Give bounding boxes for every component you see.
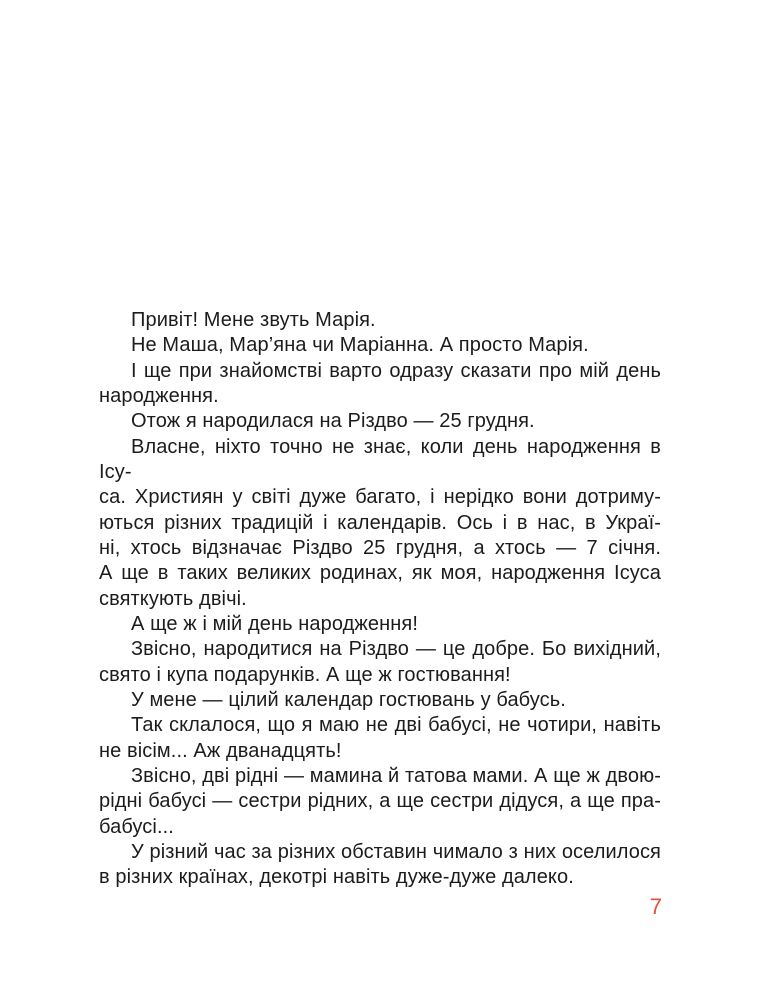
- text-line: не вісім... Аж дванадцять!: [99, 739, 342, 762]
- text-line: в різних країнах, декотрі навіть дуже-дуже далеко.: [99, 866, 574, 889]
- text-line: А ще ж і мій день народження!: [131, 612, 419, 635]
- text-line: рідні бабусі — сестри рідних, а ще сестри дідуся, а ще пра-: [99, 790, 661, 813]
- text-line: І ще при знайомстві варто одразу сказати про мій день: [131, 359, 661, 382]
- text-line: Отож я народилася на Різдво — 25 грудня.: [131, 410, 535, 433]
- text-line: святкують двічі.: [99, 587, 247, 610]
- text-line: бабусі...: [99, 815, 174, 838]
- text-line: са. Християн у світі дуже багато, і нерідко вони дотриму-: [99, 486, 661, 509]
- text-line: народження.: [99, 384, 219, 407]
- text-line: У мене — цілий календар гостювань у бабусь.: [131, 688, 566, 711]
- text-line: ються різних традицій і календарів. Ось і в нас, в Украї-: [99, 511, 661, 534]
- text-line: Так склалося, що я маю не дві бабусі, не чотири, навіть: [131, 714, 661, 737]
- text-line: ні, хтось відзначає Різдво 25 грудня, а хтось — 7 січня.: [99, 536, 661, 559]
- page-number: 7: [649, 894, 662, 919]
- text-line: Привіт! Мене звуть Марія.: [131, 309, 376, 331]
- text-line: свято і купа подарунків. А ще ж гостювання!: [99, 663, 511, 686]
- text-line: У різний час за різних обставин чимало з них оселилося: [131, 840, 661, 863]
- text-line: Не Маша, Мар’яна чи Маріанна. А просто Марія.: [131, 334, 589, 357]
- text-line: Власне, ніхто точно не знає, коли день народження в Ісу-: [99, 435, 661, 483]
- text-line: Звісно, народитися на Різдво — це добре. Бо вихідний,: [131, 638, 661, 661]
- text-line: Звісно, дві рідні — мамина й татова мами. А ще ж двою-: [131, 764, 661, 787]
- body-text: [99, 308, 661, 891]
- text-line: А ще в таких великих родинах, як моя, народження Ісуса: [99, 562, 661, 585]
